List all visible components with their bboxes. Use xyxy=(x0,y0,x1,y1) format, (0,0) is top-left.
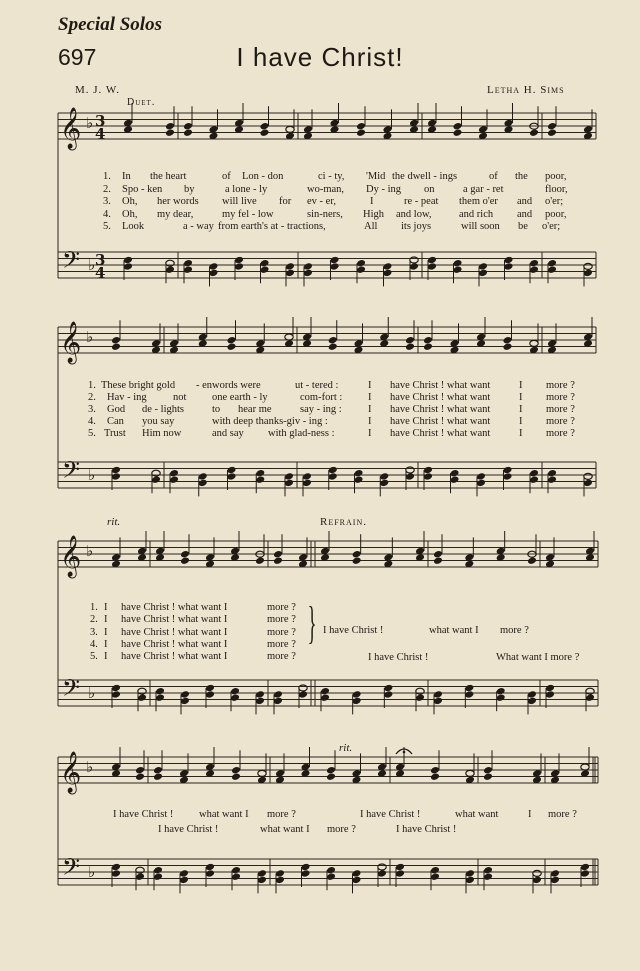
note-head xyxy=(356,265,366,274)
note-head xyxy=(123,256,133,265)
note-head xyxy=(285,334,293,340)
music-credit: Letha H. Sims xyxy=(487,84,565,96)
note-head xyxy=(209,269,219,278)
note-head xyxy=(430,866,440,875)
note-head xyxy=(153,872,163,881)
note-head xyxy=(547,259,557,268)
note-head xyxy=(303,262,313,271)
note-head xyxy=(227,342,237,351)
note-head xyxy=(547,128,557,137)
note-head xyxy=(503,342,513,351)
note-head xyxy=(135,872,145,881)
note-head xyxy=(135,766,145,775)
bass-clef-icon: 𝄢 xyxy=(62,246,81,279)
note-head xyxy=(273,690,283,699)
note-head xyxy=(581,764,589,770)
note-head xyxy=(529,475,539,484)
note-head xyxy=(547,469,557,478)
note-head xyxy=(450,469,460,478)
bass-clef-icon: 𝄢 xyxy=(62,674,81,707)
note-head xyxy=(326,766,336,775)
note-head xyxy=(257,876,267,885)
note-head xyxy=(354,475,364,484)
note-head xyxy=(352,690,362,699)
note-head xyxy=(302,472,312,481)
staff xyxy=(58,113,596,139)
note-head xyxy=(423,466,433,475)
note-head xyxy=(478,269,488,278)
treble-clef-icon: 𝄞 xyxy=(60,536,82,577)
note-head xyxy=(230,693,240,702)
note-head xyxy=(303,269,313,278)
note-head xyxy=(352,697,362,706)
note-head xyxy=(453,265,463,274)
note-head xyxy=(532,876,542,885)
note-head xyxy=(328,336,338,345)
note-head xyxy=(496,687,506,696)
refrain-lyric: I xyxy=(528,809,532,820)
flat-sign-icon: ♭ xyxy=(86,328,94,346)
note-head xyxy=(180,697,190,706)
note-head xyxy=(378,864,386,870)
note-head xyxy=(111,690,121,699)
note-head xyxy=(320,693,330,702)
note-head xyxy=(478,262,488,271)
bass-clef-icon: 𝄢 xyxy=(62,853,81,886)
staff xyxy=(58,462,596,488)
note-head xyxy=(255,556,265,565)
time-signature: 3 xyxy=(95,112,106,130)
note-head xyxy=(379,479,389,488)
note-head xyxy=(169,475,179,484)
note-head xyxy=(328,466,338,475)
refrain-lyric: more ? xyxy=(327,824,356,835)
note-head xyxy=(415,693,425,702)
refrain-lyric: I have Christ ! xyxy=(113,809,174,820)
note-head xyxy=(180,556,190,565)
brace: } xyxy=(307,597,317,648)
note-head xyxy=(320,687,330,696)
staff xyxy=(58,327,596,353)
refrain-lyric: more ? xyxy=(500,625,529,636)
note-head xyxy=(111,869,121,878)
flat-sign-icon: ♭ xyxy=(88,256,96,274)
note-head xyxy=(476,472,486,481)
note-head xyxy=(275,869,285,878)
note-head xyxy=(326,772,336,781)
note-head xyxy=(180,690,190,699)
note-head xyxy=(275,876,285,885)
note-head xyxy=(260,265,270,274)
note-head xyxy=(183,122,193,131)
treble-clef-icon: 𝄞 xyxy=(60,322,82,363)
note-head xyxy=(503,472,513,481)
fermata-icon xyxy=(403,751,406,754)
note-head xyxy=(301,869,311,878)
note-head xyxy=(230,687,240,696)
treble-clef-icon: 𝄞 xyxy=(60,108,82,149)
note-head xyxy=(433,690,443,699)
note-head xyxy=(260,259,270,268)
note-head xyxy=(383,262,393,271)
note-head xyxy=(405,472,415,481)
refrain-lyric: I have Christ ! xyxy=(360,809,421,820)
flat-sign-icon: ♭ xyxy=(86,758,94,776)
note-head xyxy=(430,772,440,781)
note-head xyxy=(179,876,189,885)
note-head xyxy=(330,262,340,271)
note-head xyxy=(379,472,389,481)
note-head xyxy=(234,256,244,265)
note-head xyxy=(111,684,121,693)
note-head xyxy=(530,340,538,346)
note-head xyxy=(405,342,415,351)
refrain-lyric: what want I xyxy=(199,809,249,820)
note-head xyxy=(284,479,294,488)
note-head xyxy=(504,262,514,271)
note-head xyxy=(198,479,208,488)
note-head xyxy=(352,556,362,565)
note-head xyxy=(135,772,145,781)
note-head xyxy=(395,863,405,872)
note-head xyxy=(529,259,539,268)
note-head xyxy=(255,697,265,706)
flat-sign-icon: ♭ xyxy=(88,684,96,702)
note-head xyxy=(430,766,440,775)
refrain-lyric: more ? xyxy=(548,809,577,820)
note-head xyxy=(503,336,513,345)
staff xyxy=(58,541,598,567)
note-head xyxy=(231,772,241,781)
note-head xyxy=(352,550,362,559)
note-head xyxy=(410,257,418,263)
note-head xyxy=(198,472,208,481)
refrain-lyric: What want I more ? xyxy=(496,652,580,663)
note-head xyxy=(580,869,590,878)
note-head xyxy=(227,466,237,475)
note-head xyxy=(330,256,340,265)
note-head xyxy=(155,693,165,702)
note-head xyxy=(328,342,338,351)
note-head xyxy=(123,262,133,271)
note-head xyxy=(383,684,393,693)
section-heading: Special Solos xyxy=(58,14,162,35)
note-head xyxy=(205,690,215,699)
note-head xyxy=(111,466,121,475)
note-head xyxy=(231,766,241,775)
note-head xyxy=(169,469,179,478)
note-head xyxy=(453,259,463,268)
note-head xyxy=(583,479,593,488)
note-head xyxy=(260,128,270,137)
note-head xyxy=(255,690,265,699)
rit-label: rit. xyxy=(107,516,121,528)
note-head xyxy=(465,876,475,885)
note-head xyxy=(409,262,419,271)
note-head xyxy=(111,336,121,345)
note-head xyxy=(427,262,437,271)
note-head xyxy=(301,863,311,872)
flat-sign-icon: ♭ xyxy=(86,542,94,560)
note-head xyxy=(465,869,475,878)
note-head xyxy=(427,256,437,265)
hymn-title: I have Christ! xyxy=(236,42,404,72)
note-head xyxy=(231,872,241,881)
flat-sign-icon: ♭ xyxy=(88,466,96,484)
words-credit: M. J. W. xyxy=(75,84,120,96)
note-head xyxy=(302,479,312,488)
note-head xyxy=(483,866,493,875)
note-head xyxy=(153,866,163,875)
note-head xyxy=(234,262,244,271)
note-head xyxy=(205,863,215,872)
note-head xyxy=(406,467,414,473)
note-head xyxy=(183,265,193,274)
note-head xyxy=(165,265,175,274)
note-head xyxy=(352,876,362,885)
note-head xyxy=(453,128,463,137)
refrain-lyric: more ? xyxy=(267,809,296,820)
note-head xyxy=(356,128,366,137)
note-head xyxy=(356,259,366,268)
note-head xyxy=(405,336,415,345)
refrain-label: Refrain. xyxy=(320,516,367,528)
note-head xyxy=(527,690,537,699)
note-head xyxy=(180,550,190,559)
refrain-lyric: I have Christ ! xyxy=(323,625,384,636)
note-head xyxy=(352,869,362,878)
time-signature: 4 xyxy=(95,125,106,143)
note-head xyxy=(545,690,555,699)
note-head xyxy=(205,869,215,878)
note-head xyxy=(260,122,270,131)
bass-clef-icon: 𝄢 xyxy=(62,456,81,489)
note-head xyxy=(423,336,433,345)
note-head xyxy=(476,479,486,488)
note-head xyxy=(550,869,560,878)
note-head xyxy=(545,684,555,693)
rit-label: rit. xyxy=(339,742,353,754)
note-head xyxy=(496,693,506,702)
treble-clef-icon: 𝄞 xyxy=(60,752,82,793)
note-head xyxy=(583,269,593,278)
note-head xyxy=(258,770,266,776)
note-head xyxy=(165,128,175,137)
note-head xyxy=(328,472,338,481)
note-head xyxy=(183,128,193,137)
note-head xyxy=(151,475,161,484)
note-head xyxy=(527,556,537,565)
note-head xyxy=(326,866,336,875)
note-head xyxy=(231,866,241,875)
refrain-lyric: what want xyxy=(455,809,499,820)
note-head xyxy=(584,473,592,479)
note-head xyxy=(527,697,537,706)
note-head xyxy=(383,690,393,699)
note-head xyxy=(533,870,541,876)
note-head xyxy=(423,472,433,481)
note-head xyxy=(356,122,366,131)
duet-label: Duet. xyxy=(127,97,156,108)
note-head xyxy=(547,122,557,131)
note-head xyxy=(227,472,237,481)
note-head xyxy=(504,256,514,265)
note-head xyxy=(584,263,592,269)
refrain-lyric: I have Christ ! xyxy=(368,652,429,663)
note-head xyxy=(285,262,295,271)
note-head xyxy=(503,466,513,475)
note-head xyxy=(273,550,283,559)
note-head xyxy=(137,693,147,702)
note-head xyxy=(464,690,474,699)
note-head xyxy=(273,697,283,706)
staff xyxy=(58,252,596,278)
note-head xyxy=(383,269,393,278)
note-head xyxy=(483,872,493,881)
note-head xyxy=(326,872,336,881)
note-head xyxy=(433,556,443,565)
note-head xyxy=(483,766,493,775)
note-head xyxy=(450,475,460,484)
note-head xyxy=(580,863,590,872)
note-head xyxy=(298,690,308,699)
note-head xyxy=(464,684,474,693)
note-head xyxy=(155,687,165,696)
note-head xyxy=(227,336,237,345)
note-head xyxy=(111,342,121,351)
note-head xyxy=(284,472,294,481)
verse-number: 1. xyxy=(103,171,111,182)
note-head xyxy=(179,869,189,878)
note-head xyxy=(547,265,557,274)
hymn-number: 697 xyxy=(58,44,97,70)
refrain-lyric: I have Christ ! xyxy=(396,824,457,835)
note-head xyxy=(153,772,163,781)
note-head xyxy=(165,122,175,131)
flat-sign-icon: ♭ xyxy=(86,114,94,132)
note-head xyxy=(550,876,560,885)
note-head xyxy=(111,863,121,872)
note-head xyxy=(111,472,121,481)
note-head xyxy=(585,693,595,702)
time-signature: 4 xyxy=(95,264,106,282)
note-head xyxy=(377,869,387,878)
note-head xyxy=(466,770,474,776)
note-head xyxy=(354,469,364,478)
note-head xyxy=(547,475,557,484)
note-head xyxy=(286,126,294,132)
note-head xyxy=(433,550,443,559)
note-head xyxy=(529,128,539,137)
refrain-lyric: what want I xyxy=(260,824,310,835)
refrain-lyric: what want I xyxy=(429,625,479,636)
refrain-lyric: I have Christ ! xyxy=(158,824,219,835)
note-head xyxy=(257,869,267,878)
note-head xyxy=(299,685,307,691)
note-head xyxy=(285,269,295,278)
note-head xyxy=(529,265,539,274)
note-head xyxy=(395,869,405,878)
note-head xyxy=(430,872,440,881)
note-head xyxy=(183,259,193,268)
flat-sign-icon: ♭ xyxy=(88,863,96,881)
note-head xyxy=(255,475,265,484)
note-head xyxy=(433,697,443,706)
note-head xyxy=(423,342,433,351)
note-head xyxy=(273,556,283,565)
note-head xyxy=(205,684,215,693)
note-head xyxy=(453,122,463,131)
note-head xyxy=(255,469,265,478)
note-head xyxy=(153,766,163,775)
note-head xyxy=(529,469,539,478)
time-signature: 3 xyxy=(95,251,106,269)
note-head xyxy=(209,262,219,271)
note-head xyxy=(483,772,493,781)
